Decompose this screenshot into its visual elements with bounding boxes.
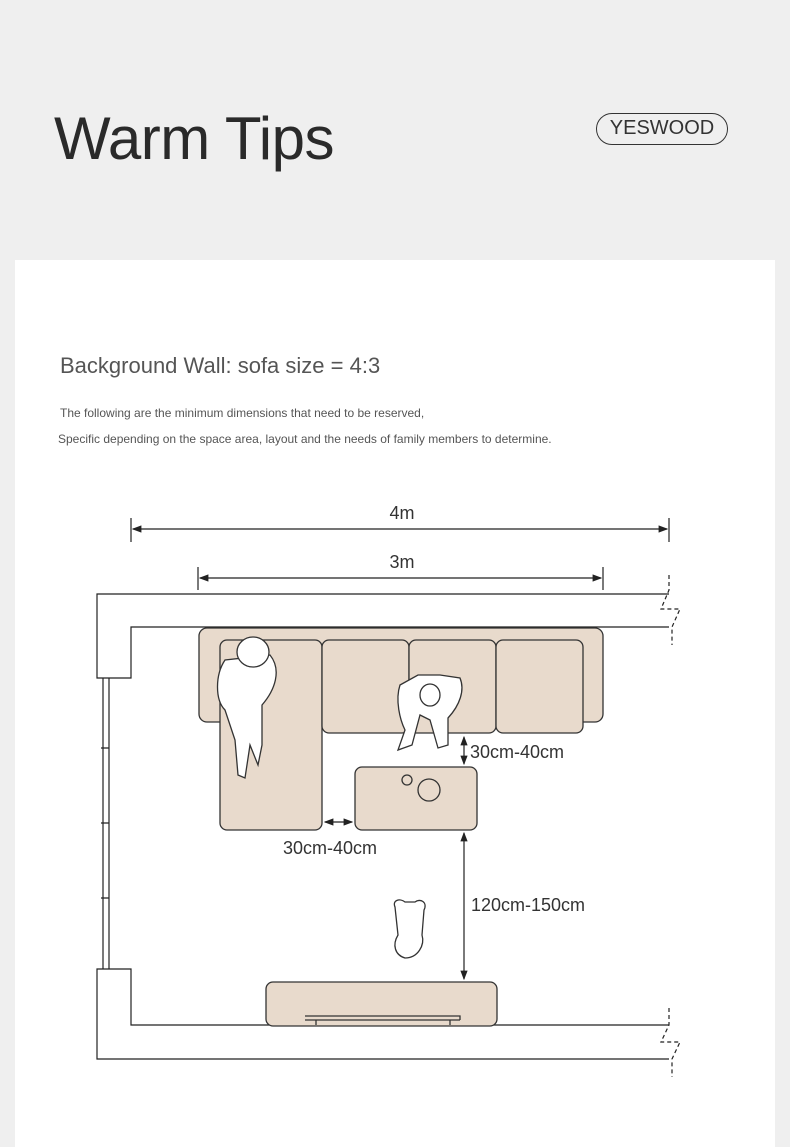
label-3m: 3m [389, 552, 415, 572]
label-table-to-tv: 120cm-150cm [471, 895, 586, 915]
wall-break-bottom [661, 1008, 680, 1077]
page-title: Warm Tips [54, 105, 334, 172]
window [101, 678, 109, 969]
brand-logo: YESWOOD [596, 113, 728, 145]
label-4m: 4m [389, 503, 415, 523]
label-chaise-to-table: 30cm-40cm [283, 838, 378, 858]
sofa-cushion [322, 640, 409, 733]
wall-break-top [661, 575, 680, 645]
coffee-table [355, 767, 477, 830]
sofa-cushion [496, 640, 583, 733]
note-line-2: Specific depending on the space area, layout and the needs of family members to determine. [58, 432, 552, 446]
note-line-1: The following are the minimum dimensions that need to be reserved, [60, 406, 425, 420]
person-seated-sofa [398, 675, 462, 750]
dog [394, 900, 425, 958]
section-heading: Background Wall: sofa size = 4:3 [60, 353, 381, 378]
label-sofa-to-table: 30cm-40cm [470, 742, 565, 762]
